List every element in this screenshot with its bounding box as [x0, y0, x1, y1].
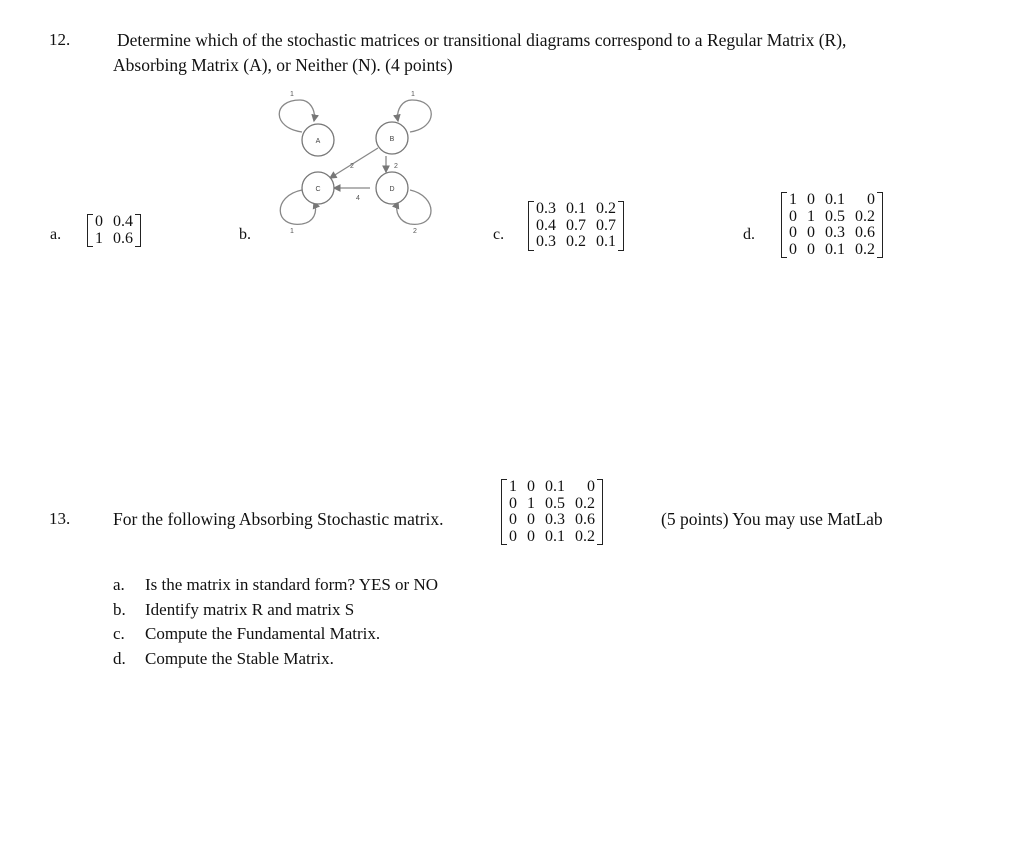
matrix-c-cell: 0.3 — [536, 233, 556, 250]
question-13-prompt: For the following Absorbing Stochastic matrix. — [113, 509, 444, 529]
matrix-q13-cell: 0.1 — [545, 527, 565, 545]
item-a-label: a. — [113, 575, 125, 594]
matrix-d-cell: 0 — [807, 191, 815, 208]
question-12-number: 12. — [49, 30, 71, 49]
matrix-q13-cell: 1 — [509, 478, 517, 495]
item-b-text: Identify matrix R and matrix S — [145, 600, 355, 619]
matrix-d-cell: 0.1 — [825, 191, 845, 208]
question-12-line-1: Determine which of the stochastic matrices or transitional diagrams correspond to a Regular Matrix (R), — [117, 30, 847, 50]
transition-diagram — [262, 88, 452, 248]
weight-loop-top-left: 1 — [290, 91, 294, 98]
matrix-c-cell: 0.2 — [596, 200, 616, 217]
edge-b-to-c — [330, 148, 378, 178]
item-c-label: c. — [113, 624, 125, 643]
question-13-suffix: (5 points) You may use MatLab — [661, 509, 883, 529]
question-13-number: 13. — [49, 509, 71, 528]
matrix-a-cell: 0.6 — [113, 229, 133, 247]
matrix-q13-cell: 0.2 — [575, 494, 595, 512]
node-d-label: D — [389, 186, 395, 193]
matrix-d-cell: 0.6 — [855, 224, 875, 241]
matrix-d-cell: 0 — [789, 240, 797, 258]
matrix-q13-cell: 0 — [509, 511, 517, 528]
matrix-q13-cell: 0 — [509, 527, 517, 545]
matrix-d-cell: 1 — [807, 207, 815, 225]
matrix-d-cell: 0.5 — [825, 207, 845, 225]
matrix-q13-cell: 0.3 — [545, 511, 565, 528]
item-d-text: Compute the Stable Matrix. — [145, 649, 334, 668]
matrix-q13-cell: 0 — [587, 478, 595, 495]
matrix-c-cell: 0.7 — [566, 216, 586, 234]
matrix-d-cell: 0.3 — [825, 224, 845, 241]
option-a-label: a. — [50, 226, 62, 243]
matrix-d — [784, 192, 880, 258]
matrix-q13-cell: 0.2 — [575, 527, 595, 545]
matrix-d-cell: 0 — [789, 207, 797, 225]
item-a-text: Is the matrix in standard form? YES or NO — [145, 575, 439, 594]
weight-bottom-horizontal: 4 — [356, 195, 360, 202]
matrix-c-cell: 0.1 — [566, 200, 586, 217]
weight-right-vertical: 2 — [394, 163, 398, 170]
matrix-c-cell: 0.3 — [536, 200, 556, 217]
matrix-c-cell: 0.7 — [596, 216, 616, 234]
matrix-c-cell: 0.4 — [536, 216, 556, 234]
option-d-label: d. — [743, 226, 755, 243]
question-12-line-2: Absorbing Matrix (A), or Neither (N). (4 points) — [113, 55, 453, 75]
weight-diag: 2 — [350, 163, 354, 170]
matrix-c-cell: 0.2 — [566, 233, 586, 250]
weight-loop-bottom-left: 1 — [290, 228, 294, 235]
matrix-a-cell: 0.4 — [113, 213, 133, 230]
matrix-d-cell: 0 — [789, 224, 797, 241]
matrix-d-cell: 0 — [807, 240, 815, 258]
matrix-q13-cell: 1 — [527, 494, 535, 512]
matrix-q13-cell: 0.5 — [545, 494, 565, 512]
matrix-q13-cell: 0 — [509, 494, 517, 512]
matrix-c — [531, 201, 621, 251]
matrix-q13-cell: 0 — [527, 527, 535, 545]
matrix-d-cell: 1 — [789, 191, 797, 208]
matrix-c-cell: 0.1 — [596, 233, 616, 250]
matrix-q13-cell: 0 — [527, 478, 535, 495]
matrix-a — [90, 214, 138, 247]
matrix-a-cell: 1 — [95, 229, 103, 247]
matrix-d-cell: 0.2 — [855, 207, 875, 225]
matrix-q13 — [504, 479, 600, 545]
item-d-label: d. — [113, 649, 126, 668]
matrix-a-cell: 0 — [95, 213, 103, 230]
matrix-d-cell: 0.2 — [855, 240, 875, 258]
option-b-label: b. — [239, 226, 251, 243]
item-b-label: b. — [113, 600, 126, 619]
weight-loop-bottom-right: 2 — [413, 228, 417, 235]
matrix-q13-cell: 0.6 — [575, 511, 595, 528]
matrix-d-cell: 0.1 — [825, 240, 845, 258]
node-b-label: B — [389, 136, 395, 143]
option-c-label: c. — [493, 226, 505, 243]
matrix-d-cell: 0 — [807, 224, 815, 241]
matrix-d-cell: 0 — [867, 191, 875, 208]
matrix-q13-cell: 0 — [527, 511, 535, 528]
matrix-q13-cell: 0.1 — [545, 478, 565, 495]
node-c-label: C — [315, 186, 321, 193]
weight-loop-top-right: 1 — [411, 91, 415, 98]
node-a-label: A — [315, 138, 321, 145]
item-c-text: Compute the Fundamental Matrix. — [145, 624, 381, 643]
